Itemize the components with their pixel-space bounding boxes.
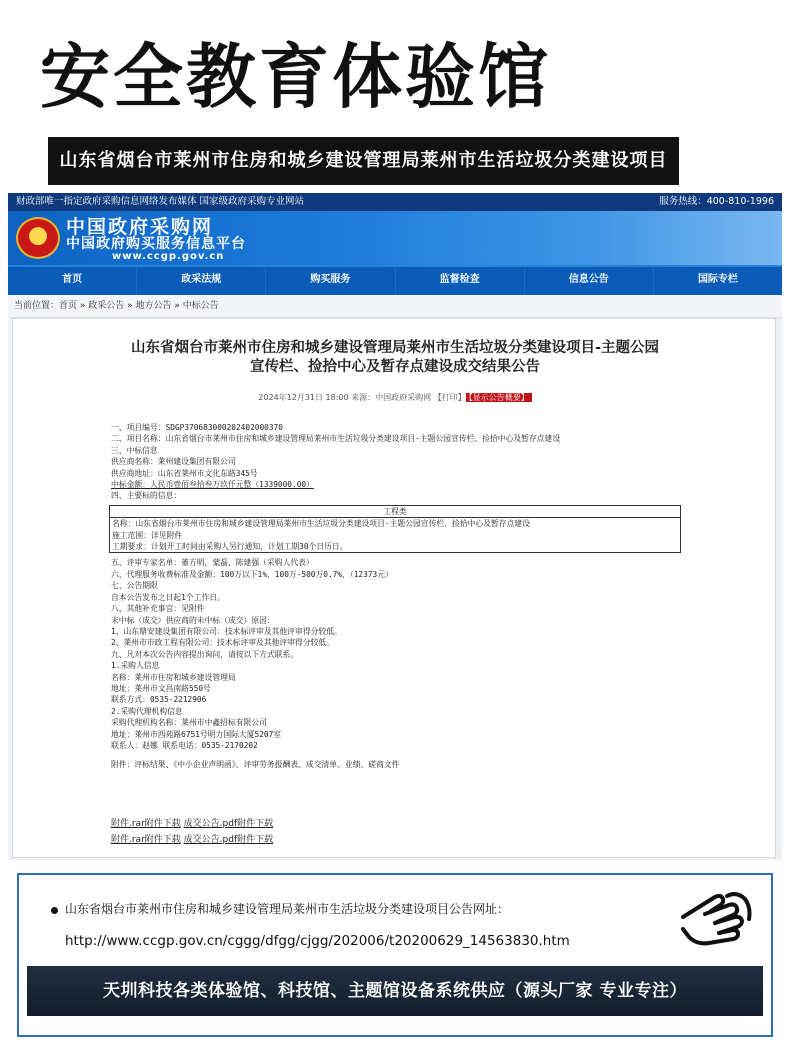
body-line: 三、中标信息: [111, 445, 158, 455]
body-line: 1、山东鼎安建设集团有限公司：技术标评审及其他评审得分较低。: [111, 626, 342, 636]
breadcrumb-home[interactable]: 首页: [59, 301, 78, 311]
nav-item-supervision[interactable]: 监督检查: [396, 267, 525, 295]
article-body: [111, 422, 691, 771]
body-line: 二、项目名称：山东省烟台市莱州市住房和城乡建设管理局莱州市生活垃圾分类建设项目-主题公园宣传栏、捡拾中心及暂存点建设: [111, 434, 561, 444]
download-pdf-link[interactable]: 成交公告.pdf附件下载: [183, 835, 274, 845]
download-pdf-link[interactable]: 成交公告.pdf附件下载: [183, 819, 274, 829]
box-heading: 工程类: [110, 506, 680, 518]
service-hotline: 服务热线：400-810-1996: [659, 196, 774, 207]
breadcrumb-prefix: 当前位置：: [14, 301, 60, 311]
body-line: 联系方式：0535-2212906: [111, 695, 207, 705]
body-line: 九、凡对本次公告内容提出询问，请按以下方式联系。: [111, 649, 299, 659]
breadcrumb: 当前位置：首页 » 政采公告 » 地方公告 » 中标公告: [8, 295, 782, 318]
nav-item-home[interactable]: 首页: [8, 267, 137, 295]
breadcrumb-local[interactable]: 地方公告: [135, 301, 172, 311]
nav-item-purchase-services[interactable]: 购买服务: [266, 267, 395, 295]
body-line: 七、公告期限: [111, 581, 158, 591]
nav-item-regulations[interactable]: 政采法规: [137, 267, 266, 295]
download-row: [111, 816, 273, 832]
body-line: 五、评审专家名单：董方明，蒙磊，陈建强（采购人代表）: [111, 558, 314, 568]
summary-badge-button[interactable]: 【显示公告概要】: [466, 393, 532, 402]
page-title: 安全教育体验馆: [40, 36, 551, 118]
body-line: 供应商名称：莱州建设集团有限公司: [111, 457, 236, 467]
article-meta-text: 2024年12月31日 18:00 来源：中国政府采购网 【打印】: [258, 393, 466, 402]
pointing-hand-icon: [675, 887, 757, 949]
body-line: 中标金额：人民币壹佰叁拾叁万玖仟元整（1339000.00）: [111, 480, 314, 490]
attachments-line: 附件：评标结果、《中小企业声明函》、评审劳务报酬表、成交清单、业绩、磋商文件: [111, 760, 400, 770]
download-row: [111, 832, 273, 848]
box-row: 施工范围：详见附件: [112, 530, 183, 540]
body-line: 2、莱州市市政工程有限公司：技术标评审及其他评审得分较低。: [111, 638, 335, 648]
footer-banner: 天圳科技各类体验馆、科技馆、主题馆设备系统供应（源头厂家 专业专注）: [27, 966, 763, 1016]
bullet-icon: [51, 907, 58, 914]
download-rar-link[interactable]: 附件.rar附件下载: [111, 819, 181, 829]
site-name[interactable]: 中国政府采购网: [66, 216, 214, 238]
body-line: 2.采购代理机构信息: [111, 706, 183, 716]
body-line: 自本公告发布之日起1个工作日。: [111, 592, 225, 602]
body-line: 六、代理服务收费标准及金额：100万以下1%，100万-500万0.7%，（12373元）: [111, 569, 393, 579]
site-url: www.ccgp.gov.cn: [112, 251, 225, 262]
body-line: 1.采购人信息: [111, 661, 160, 671]
notice-url-label: 山东省烟台市莱州市住房和城乡建设管理局莱州市生活垃圾分类建设项目公告网址：: [65, 902, 510, 916]
article-meta: [13, 392, 777, 404]
nav-item-announcements[interactable]: 信息公告: [525, 267, 654, 295]
body-line: 采购代理机构名称：莱州市中鑫招标有限公司: [111, 718, 267, 728]
site-sub-name: 中国政府购买服务信息平台: [66, 236, 246, 252]
site-tagline: 财政部唯一指定政府采购信息网络发布媒体 国家级政府采购专业网站: [16, 196, 305, 207]
body-line: 地址：莱州市文昌南路550号: [111, 683, 211, 693]
nav-item-international[interactable]: 国际专栏: [697, 274, 738, 285]
breadcrumb-procurement[interactable]: 政采公告: [88, 301, 125, 311]
article-title: 山东省烟台市莱州市住房和城乡建设管理局莱州市生活垃圾分类建设项目-主题公园 宣传栏、捡拾中心及暂存点建设成交结果公告: [130, 340, 659, 375]
download-rar-link[interactable]: 附件.rar附件下载: [111, 835, 181, 845]
box-row: 名称：山东省烟台市莱州市住房和城乡建设管理局莱州市生活垃圾分类建设项目-主题公园宣传栏、捡拾中心及暂存点建设: [112, 519, 530, 529]
notice-url[interactable]: http://www.ccgp.gov.cn/cggg/dfgg/cjgg/202006/t20200629_14563830.htm: [65, 933, 570, 949]
body-line: 供应商地址：山东省莱州市文化东路345号: [111, 468, 258, 478]
subtitle-banner: 山东省烟台市莱州市住房和城乡建设管理局莱州市生活垃圾分类建设项目: [48, 137, 679, 185]
body-line: 八、其他补充事宜：见附件: [111, 604, 205, 614]
site-header: [8, 211, 782, 265]
site-nav: [8, 265, 782, 295]
embedded-webpage-screenshot: [8, 193, 782, 860]
body-line: 地址：莱州市西苑路6751号明力国际大厦5207室: [111, 729, 282, 739]
body-line: 未中标（成交）供应商的未中标（成交）原因：: [111, 615, 275, 625]
national-emblem-icon: ★: [16, 217, 60, 259]
site-top-strip: [8, 193, 782, 211]
body-line: 名称：莱州市住房和城乡建设管理局: [111, 672, 236, 682]
subject-info-box: [109, 505, 681, 554]
body-line: 联系人：赵娜 联系电话：0535-2170202: [111, 740, 258, 750]
body-line: 一、项目编号：SDGP370683000202402000370: [111, 423, 283, 432]
body-line: 四、主要标的信息：: [111, 491, 182, 501]
box-row: 工期要求：计划开工时间由采购人另行通知，计划工期30个日历日。: [112, 542, 348, 552]
download-links: [111, 816, 273, 848]
announcement-article: [12, 318, 776, 858]
breadcrumb-award[interactable]: 中标公告: [182, 301, 219, 311]
